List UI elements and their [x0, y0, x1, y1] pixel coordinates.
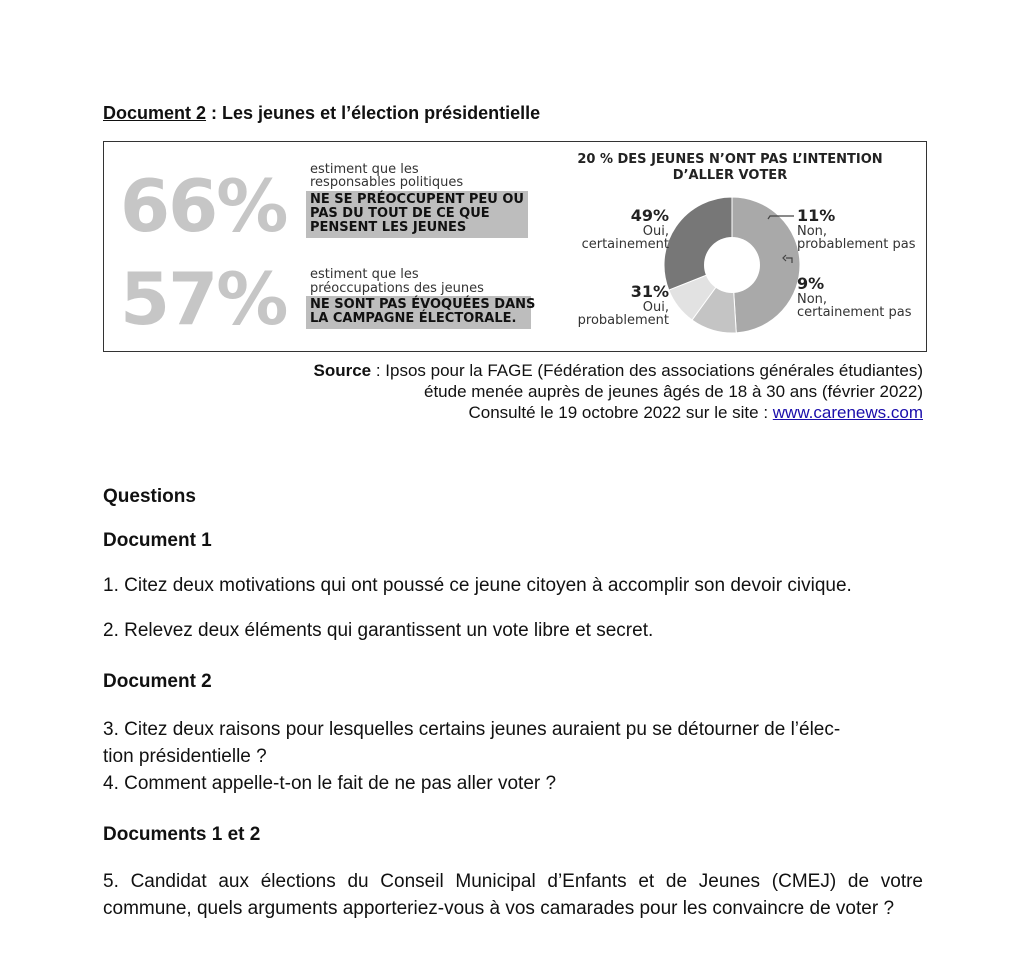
document-label: Document 2: [103, 103, 207, 123]
source-line3-text: Consulté le 19 octobre 2022 sur le site :: [468, 403, 773, 422]
label-31-line1: Oui,: [642, 300, 669, 315]
label-11-line1: Non,: [797, 224, 828, 239]
document-title: [103, 103, 540, 124]
label-49-pct: 49%: [630, 206, 669, 225]
question-3-line2: tion présidentielle ?: [103, 746, 267, 767]
label-9-line1: Non,: [797, 292, 828, 307]
question-5: 5. Candidat aux élections du Conseil Municipal d’Enfants et de Jeunes (CMEJ) de votre commune, quels arguments apporteriez-vous à vos camarades pour les convaincre de voter ?: [103, 871, 923, 919]
question-1: 1. Citez deux motivations qui ont poussé ce jeune citoyen à accomplir son devoir civique.: [103, 575, 852, 596]
chart-title-line2: D’ALLER VOTER: [672, 168, 788, 183]
label-11-pct: 11%: [797, 206, 836, 225]
chart-title: [560, 152, 900, 184]
stat-66-percent: 66%: [120, 164, 287, 248]
label-49-line2: certainement: [581, 237, 669, 252]
document1-heading: Document 1: [103, 530, 212, 551]
source-line1: [313, 360, 923, 381]
label-31-line2: probablement: [577, 313, 669, 328]
label-11: [797, 207, 915, 251]
leader-line-11: [768, 216, 794, 219]
questions-heading: Questions: [103, 486, 196, 507]
stat2-text-line2: préoccupations des jeunes: [310, 281, 484, 296]
source-line3: [313, 402, 923, 423]
label-9-line2: certainement pas: [797, 305, 912, 320]
label-11-line2: probablement pas: [797, 237, 916, 252]
document-title-text: : Les jeunes et l’élection présidentielle: [206, 103, 541, 123]
stat1-text-line1: estiment que les: [310, 162, 419, 177]
question-3-line1: 3. Citez deux raisons pour lesquelles certains jeunes auraient pu se détourner de l’élec-: [103, 719, 841, 740]
document2-heading: Document 2: [103, 671, 212, 692]
stat2-text-line1: estiment que les: [310, 267, 419, 282]
source-block: [313, 360, 923, 423]
stat1-highlight-line1: NE SE PRÉOCCUPENT PEU OU: [310, 192, 524, 207]
leader-line-9: [786, 258, 792, 263]
stat-57-percent: 57%: [120, 257, 287, 341]
arrow-9: [783, 255, 786, 261]
stat1-highlight-line2: PAS DU TOUT DE CE QUE: [310, 206, 490, 221]
donut-hole: [704, 237, 760, 293]
stat1-highlight-line3: PENSENT LES JEUNES: [310, 220, 467, 235]
source-link[interactable]: www.carenews.com: [772, 403, 923, 422]
stat2-highlight-line2: LA CAMPAGNE ÉLECTORALE.: [310, 311, 517, 326]
documents12-heading: Documents 1 et 2: [103, 824, 261, 845]
source-line2: étude menée auprès de jeunes âgés de 18 à 30 ans (février 2022): [423, 382, 923, 401]
question-2: 2. Relevez deux éléments qui garantissent un vote libre et secret.: [103, 620, 654, 641]
label-9: [797, 275, 912, 319]
source-line1-text: : Ipsos pour la FAGE (Fédération des associations générales étudiantes): [371, 361, 923, 380]
stat2-highlight-line1: NE SONT PAS ÉVOQUÉES DANS: [310, 297, 536, 312]
label-9-pct: 9%: [797, 274, 825, 293]
source-label: Source: [313, 361, 372, 380]
stat1-text-line2: responsables politiques: [310, 175, 464, 190]
chart-title-line1: 20 % DES JEUNES N’ONT PAS L’INTENTION: [577, 152, 883, 167]
label-49: [582, 207, 669, 251]
label-31-pct: 31%: [630, 282, 669, 301]
question-4: 4. Comment appelle-t-on le fait de ne pas aller voter ?: [103, 773, 557, 794]
label-49-line1: Oui,: [642, 224, 669, 239]
label-31: [578, 283, 669, 327]
